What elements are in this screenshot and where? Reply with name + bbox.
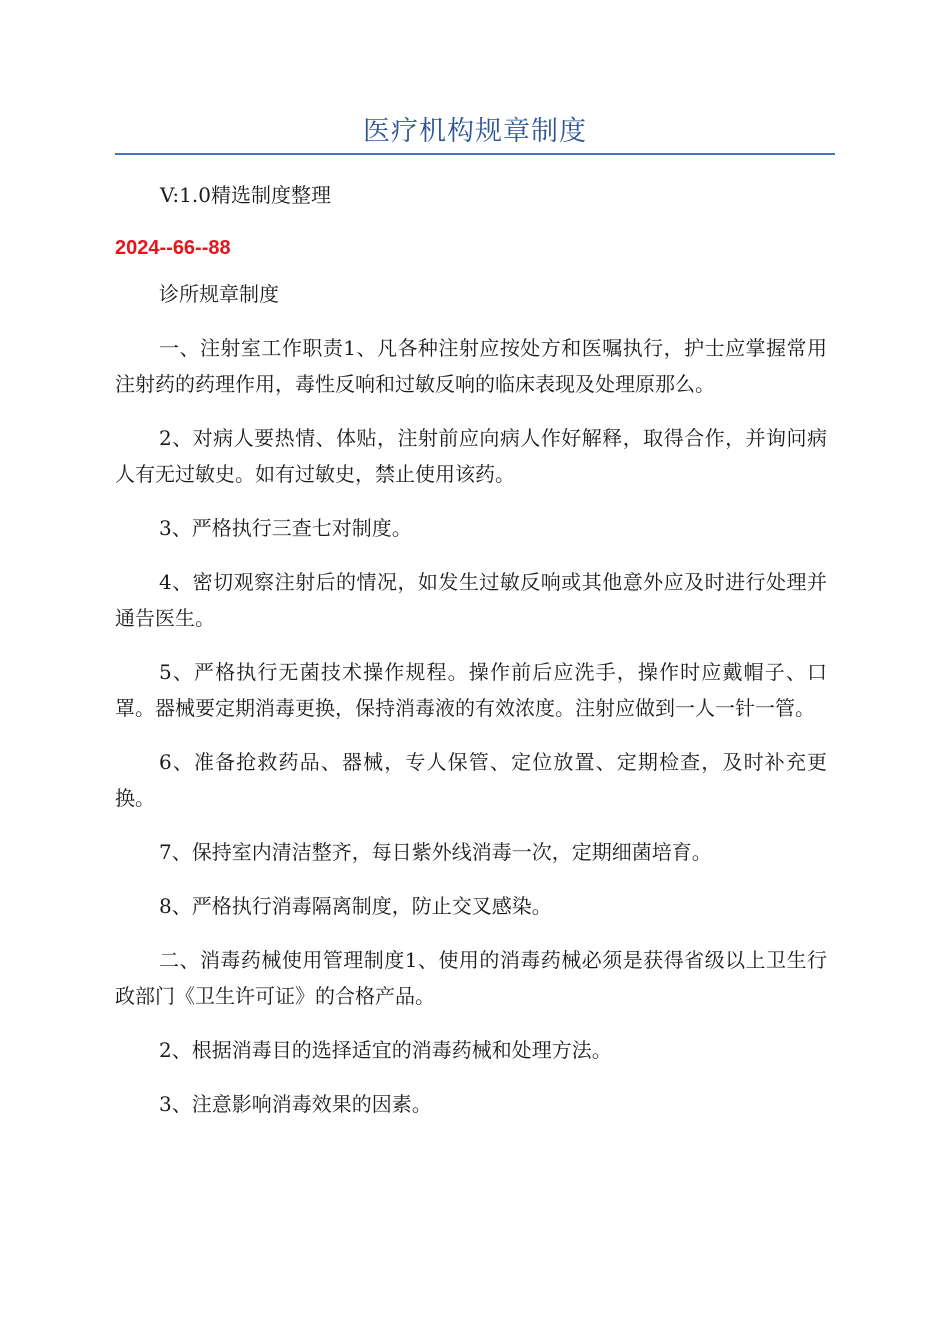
document-body [115,276,827,1140]
paragraph: 二、消毒药械使用管理制度1、使用的消毒药械必须是获得省级以上卫生行政部门《卫生许可证》的合格产品。 [115,948,827,1008]
paragraph: 2、根据消毒目的选择适宜的消毒药械和处理方法。 [159,1038,612,1062]
paragraph: 7、保持室内清洁整齐，每日紫外线消毒一次，定期细菌培育。 [159,840,712,864]
paragraph-heading: 诊所规章制度 [159,282,279,306]
title-underline [115,153,835,155]
document-date: 2024--66--88 [115,237,231,259]
version-line: V:1.0精选制度整理 [160,183,331,207]
paragraph: 一、注射室工作职责1、凡各种注射应按处方和医嘱执行，护士应掌握常用注射药的药理作用，毒性反响和过敏反响的临床表现及处理原那么。 [115,336,827,396]
paragraph: 5、严格执行无菌技术操作规程。操作前后应洗手，操作时应戴帽子、口罩。器械要定期消毒更换，保持消毒液的有效浓度。注射应做到一人一针一管。 [115,660,827,720]
document-title: 医疗机构规章制度 [363,116,587,147]
paragraph: 3、注意影响消毒效果的因素。 [159,1092,432,1116]
paragraph: 6、准备抢救药品、器械，专人保管、定位放置、定期检查，及时补充更换。 [115,750,827,810]
paragraph: 3、严格执行三查七对制度。 [159,516,412,540]
paragraph: 4、密切观察注射后的情况，如发生过敏反响或其他意外应及时进行处理并通告医生。 [115,570,827,630]
paragraph: 2、对病人要热情、体贴，注射前应向病人作好解释，取得合作，并询问病人有无过敏史。如有过敏史，禁止使用该药。 [115,426,827,486]
paragraph: 8、严格执行消毒隔离制度，防止交叉感染。 [159,894,552,918]
